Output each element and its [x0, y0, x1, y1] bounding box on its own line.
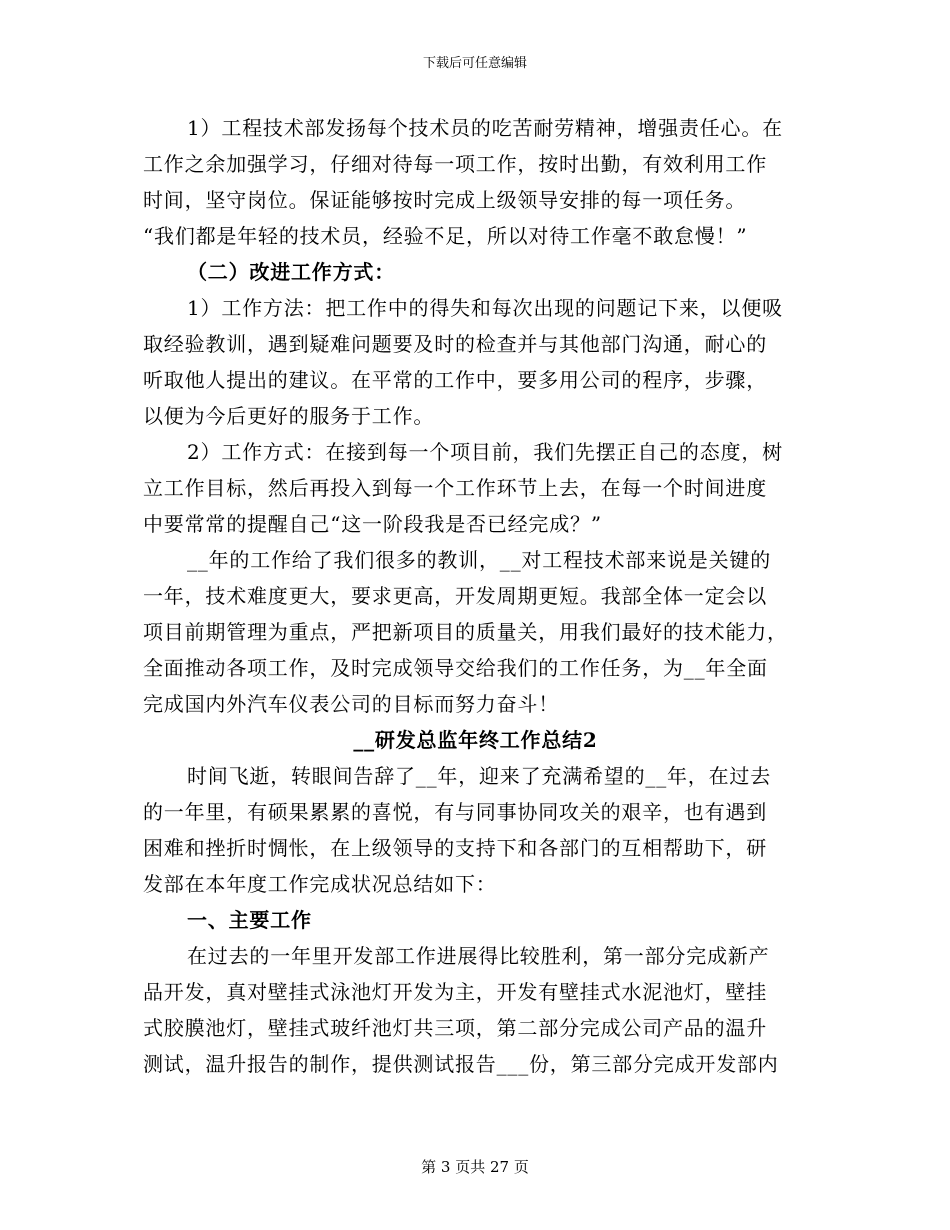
paragraph-line: 测试，温升报告的制作，提供测试报告___份，第三部分完成开发部内 — [143, 1052, 779, 1076]
paragraph-line: 取经验教训，遇到疑难问题要及时的检查并与其他部门沟通，耐心的 — [143, 332, 767, 356]
paragraph-line: 项目前期管理为重点，严把新项目的质量关，用我们最好的技术能力， — [143, 620, 788, 644]
paragraph-line: 听取他人提出的建议。在平常的工作中，要多用公司的程序，步骤， — [143, 368, 767, 392]
paragraph-line: 以便为今后更好的服务于工作。 — [143, 404, 435, 428]
document-body — [143, 110, 808, 1082]
paragraph-line: 工作之余加强学习，仔细对待每一项工作，按时出勤，有效利用工作 — [143, 152, 767, 176]
paragraph-line: __年的工作给了我们很多的教训，__对工程技术部来说是关键的 — [187, 548, 771, 572]
paragraph-line: 发部在本年度工作完成状况总结如下： — [143, 872, 497, 896]
page-footer: 第 3 页共 27 页 — [421, 1158, 529, 1176]
paragraph-line: 时间，坚守岗位。保证能够按时完成上级领导安排的每一项任务。 — [143, 188, 747, 212]
section-heading: （二）改进工作方式： — [187, 260, 395, 284]
paragraph-line: 全面推动各项工作，及时完成领导交给我们的工作任务，为__年全面 — [143, 656, 768, 680]
paragraph-line: 一年，技术难度更大，要求更高，开发周期更短。我部全体一定会以 — [143, 584, 767, 608]
paragraph-line: 2）工作方式：在接到每一个项目前，我们先摆正自己的态度，树 — [187, 440, 783, 464]
paragraph-line: 式胶膜池灯，壁挂式玻纤池灯共三项，第二部分完成公司产品的温升 — [143, 1016, 767, 1040]
paragraph-line: 1）工程技术部发扬每个技术员的吃苦耐劳精神，增强责任心。在 — [187, 116, 783, 140]
document-title: __研发总监年终工作总结2 — [353, 728, 598, 752]
paragraph-line: 中要常常的提醒自己“这一阶段我是否已经完成？” — [143, 512, 602, 536]
paragraph-line: “我们都是年轻的技术员，经验不足，所以对待工作毫不敢怠慢！” — [143, 224, 748, 248]
paragraph-line: 品开发，真对壁挂式泳池灯开发为主，开发有壁挂式水泥池灯，壁挂 — [143, 980, 767, 1004]
paragraph-line: 完成国内外汽车仪表公司的目标而努力奋斗！ — [143, 692, 559, 716]
paragraph-line: 立工作目标，然后再投入到每一个工作环节上去，在每一个时间进度 — [143, 476, 767, 500]
paragraph-line: 在过去的一年里开发部工作进展得比较胜利，第一部分完成新产 — [187, 944, 770, 968]
paragraph-line: 1）工作方法：把工作中的得失和每次出现的问题记下来，以便吸 — [187, 296, 783, 320]
page-header: 下载后可任意编辑 — [422, 56, 527, 71]
section-heading: 一、主要工作 — [187, 908, 312, 932]
paragraph-line: 时间飞逝，转眼间告辞了__年，迎来了充满希望的__年，在过去 — [187, 764, 771, 788]
paragraph-line: 的一年里，有硕果累累的喜悦，有与同事协同攻关的艰辛，也有遇到 — [143, 800, 767, 824]
paragraph-line: 困难和挫折时惆怅，在上级领导的支持下和各部门的互相帮助下，研 — [143, 836, 767, 860]
